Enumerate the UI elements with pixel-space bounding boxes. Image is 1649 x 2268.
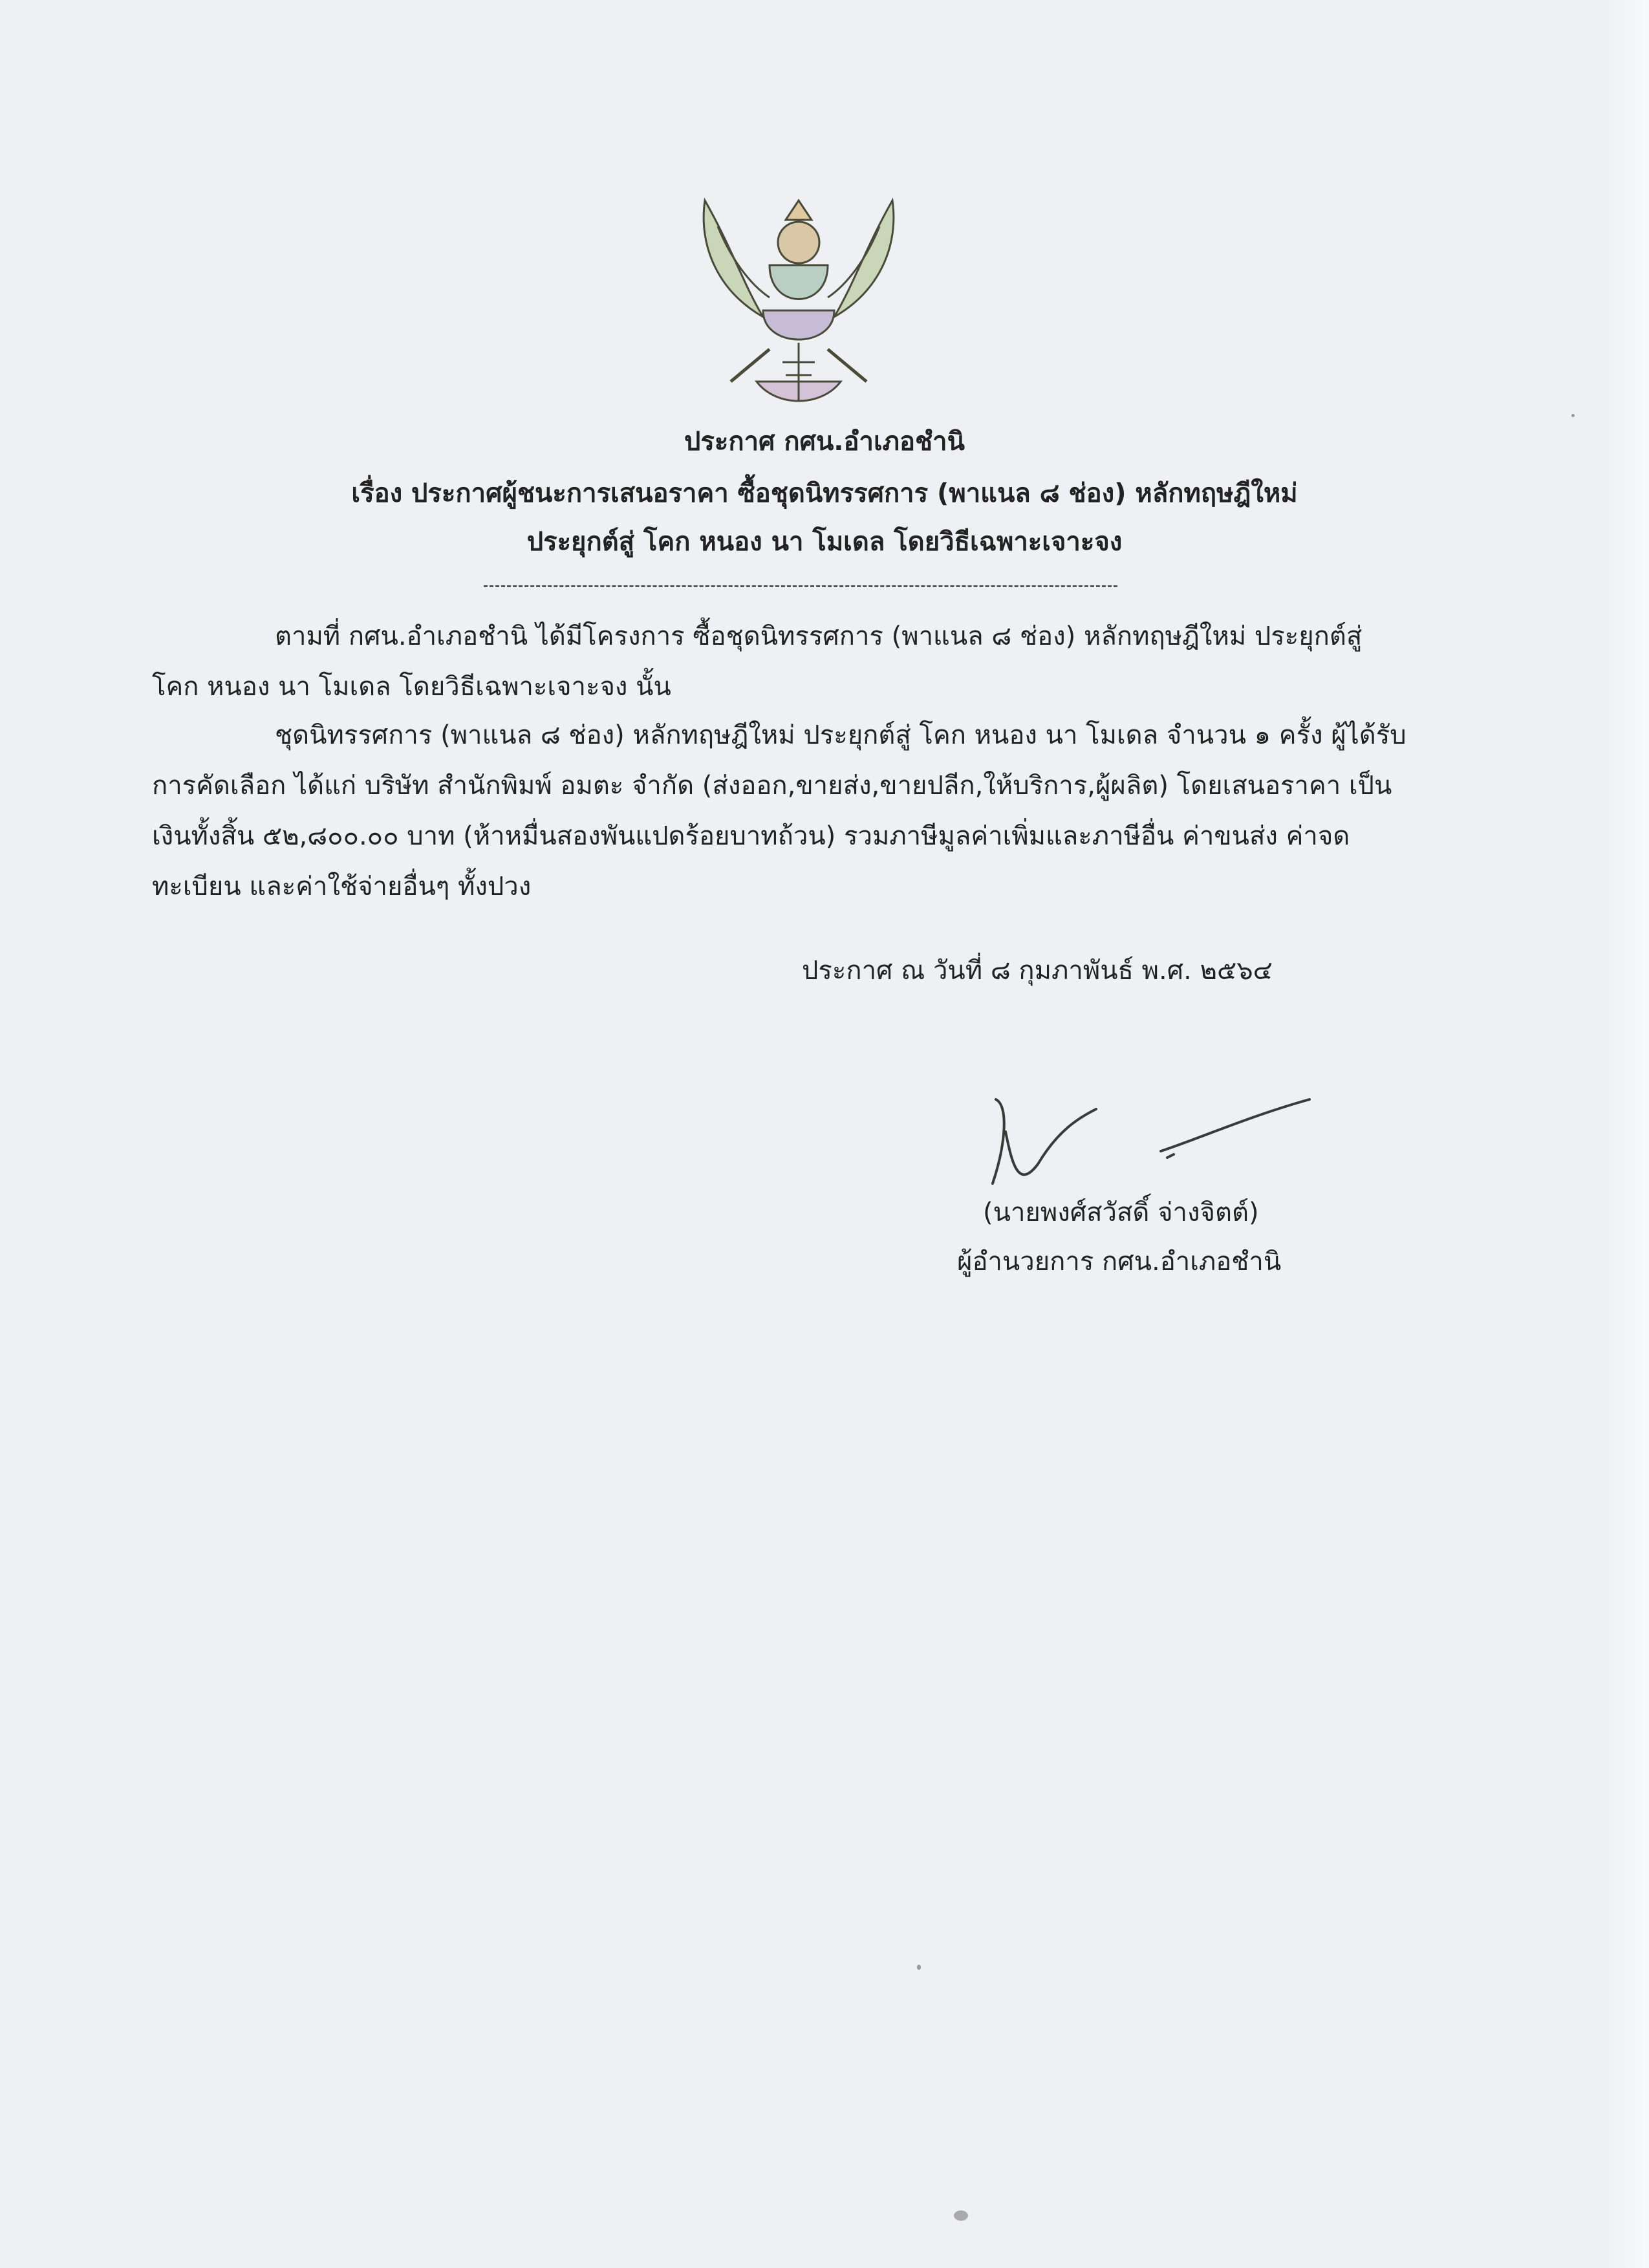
paragraph-1-line: ตามที่ กศน.อำเภอชำนิ ได้มีโครงการ ซื้อชุดนิทรรศการ (พาแนล ๘ ช่อง) หลักทฤษฎีใหม่ ประยุกต์สู่: [275, 621, 1363, 651]
signatory-position: ผู้อำนวยการ กศน.อำเภอชำนิ: [957, 1247, 1282, 1277]
garuda-emblem-icon: [692, 188, 905, 420]
paper-speck: [954, 2210, 968, 2221]
paragraph-2-line: เงินทั้งสิ้น ๕๒,๘๐๐.๐๐ บาท (ห้าหมื่นสองพันแปดร้อยบาทถ้วน) รวมภาษีมูลค่าเพิ่มและภาษีอื่น ค่าขนส่ง ค่าจด: [152, 821, 1350, 851]
paper-speck: [917, 1965, 921, 1970]
announcement-date: ประกาศ ณ วันที่ ๘ กุมภาพันธ์ พ.ศ. ๒๕๖๔: [802, 956, 1273, 986]
announcement-subject-continued: ประยุกต์สู่ โคก หนอง นา โมเดล โดยวิธีเฉพาะเจาะจง: [526, 527, 1123, 557]
handwritten-signature: [980, 1086, 1316, 1203]
paragraph-2-line: ทะเบียน และค่าใช้จ่ายอื่นๆ ทั้งปวง: [152, 872, 532, 902]
paragraph-2-line: การคัดเลือก ได้แก่ บริษัท สำนักพิมพ์ อมตะ จำกัด (ส่งออก,ขายส่ง,ขายปลีก,ให้บริการ,ผู้ผลิต) โดยเสนอราคา เป็น: [152, 771, 1392, 801]
paper-speck: [1571, 414, 1575, 417]
paragraph-1: [152, 611, 1445, 712]
announcement-title: ประกาศ กศน.อำเภอชำนิ: [684, 427, 965, 457]
announcement-subject: เรื่อง ประกาศผู้ชนะการเสนอราคา ซื้อชุดนิทรรศการ (พาแนล ๘ ช่อง) หลักทฤษฎีใหม่: [351, 479, 1298, 508]
signatory-name: (นายพงศ์สวัสดิ์ จ่างจิตต์): [983, 1198, 1259, 1227]
separator-line: [484, 585, 1117, 587]
paragraph-1-line: โคก หนอง นา โมเดล โดยวิธีเฉพาะเจาะจง นั้น: [152, 672, 671, 702]
paragraph-2: [152, 710, 1445, 912]
paragraph-2-line: ชุดนิทรรศการ (พาแนล ๘ ช่อง) หลักทฤษฎีใหม่ ประยุกต์สู่ โคก หนอง นา โมเดล จำนวน ๑ ครั้ง ผู้ได้รับ: [275, 720, 1406, 750]
